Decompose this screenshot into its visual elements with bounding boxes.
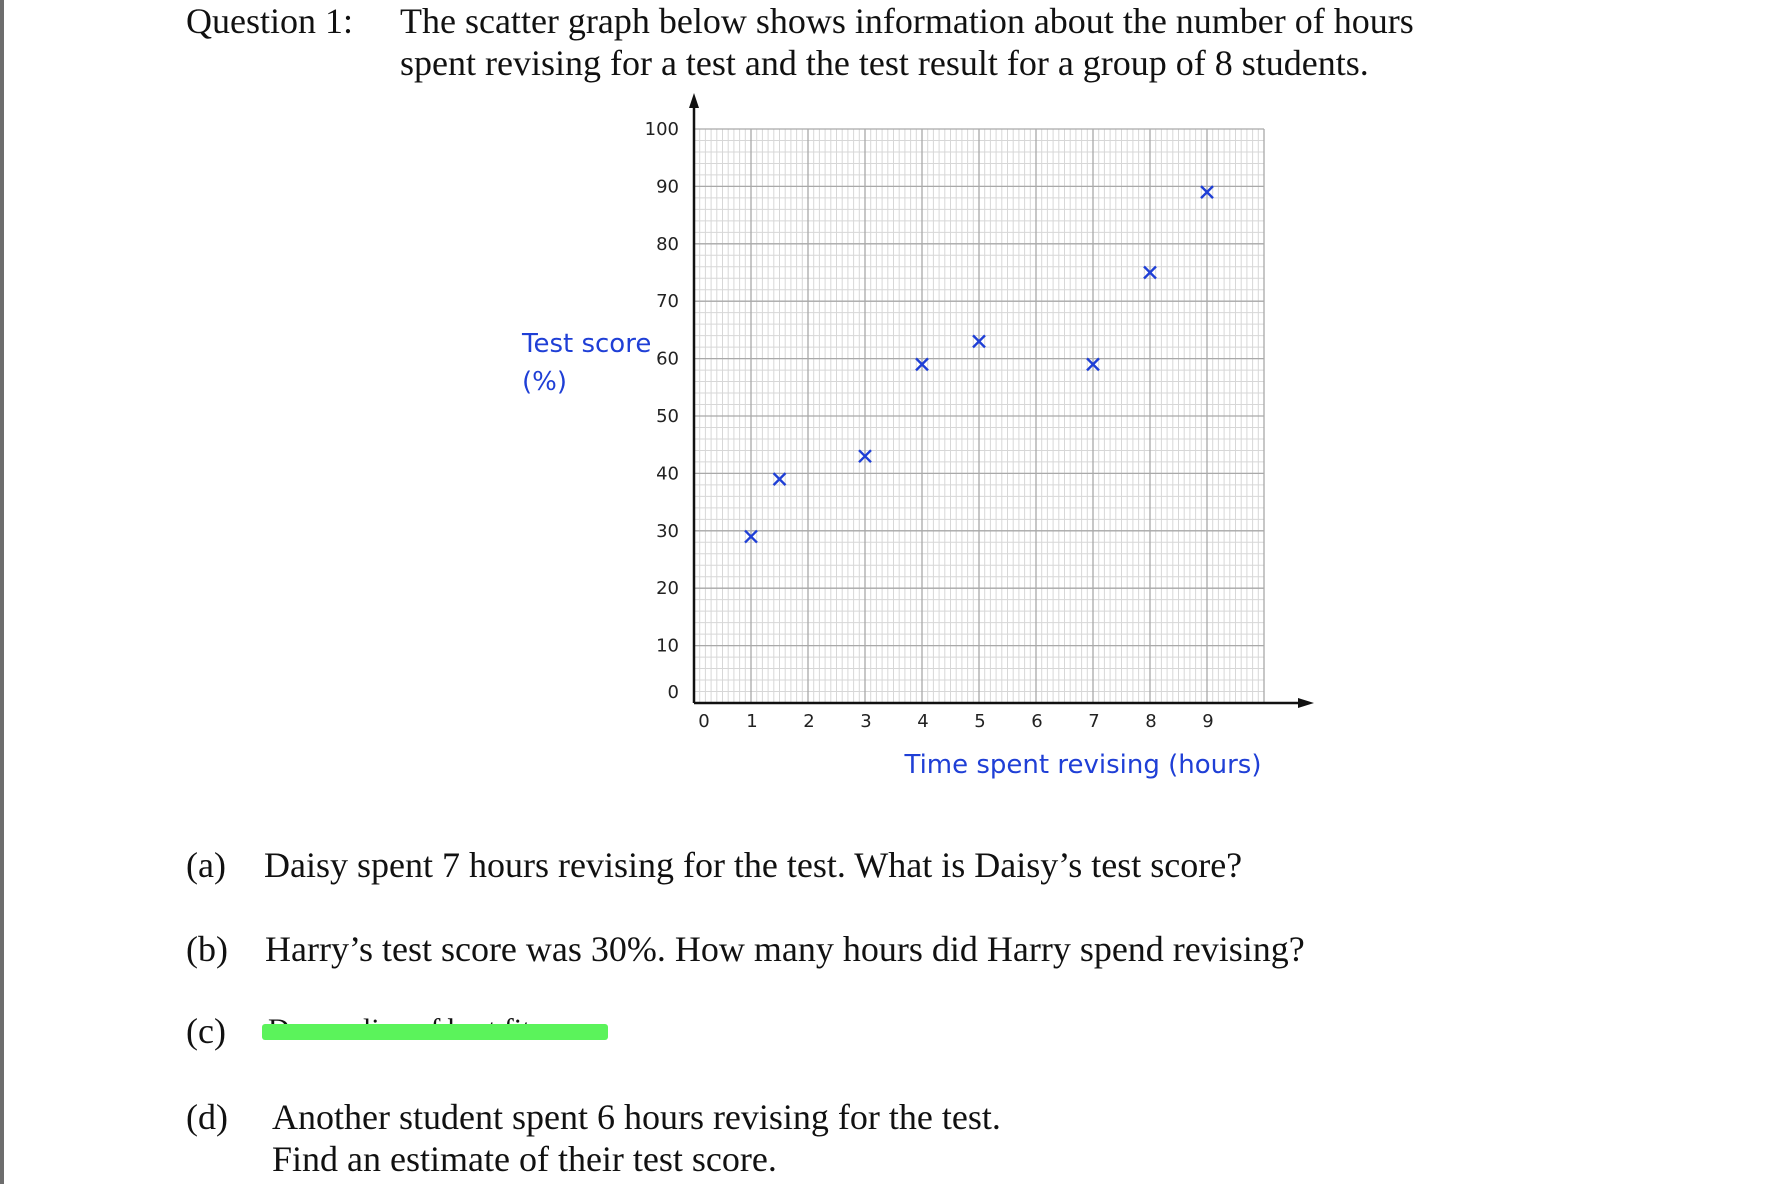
x-tick-label: 7 (1088, 711, 1100, 732)
part-b-text: Harry’s test score was 30%. How many hours did Harry spend revising? (265, 929, 1305, 969)
x-tick-label: 0 (698, 711, 710, 732)
part-d-text-line-2: Find an estimate of their test score. (272, 1139, 777, 1179)
x-tick-label: 3 (860, 711, 872, 732)
part-c-letter: (c) (186, 1011, 226, 1051)
part-b-letter: (b) (186, 929, 228, 969)
question-number: Question 1: (186, 1, 353, 41)
y-tick-label: 40 (656, 463, 679, 485)
y-tick-label: 50 (656, 406, 679, 427)
x-tick-label: 4 (917, 711, 929, 732)
part-d-letter: (d) (186, 1097, 228, 1137)
y-tick-label: 20 (656, 578, 679, 600)
part-a (186, 844, 1586, 886)
y-tick-label: 30 (656, 520, 679, 542)
question-text-line-1: The scatter graph below shows information about the number of hours (400, 1, 1414, 41)
x-axis-label: Time spent revising (hours) (904, 750, 1262, 780)
x-axis-arrow-icon (1298, 698, 1314, 708)
y-axis-label-line-2: (%) (522, 367, 567, 397)
part-d-text-line-1: Another student spent 6 hours revising for the test. (272, 1097, 1001, 1137)
x-tick-label: 9 (1202, 711, 1214, 732)
part-b (186, 928, 1586, 970)
highlighter-strike (262, 1024, 608, 1040)
y-tick-label: 80 (656, 233, 679, 255)
x-tick-label: 2 (803, 711, 815, 732)
y-axis-label-line-1: Test score (522, 329, 652, 359)
y-tick-labels (645, 119, 679, 703)
part-c (186, 1010, 266, 1052)
part-d (186, 1096, 1586, 1180)
y-tick-label: 0 (667, 682, 679, 703)
question-text-line-2: spent revising for a test and the test result for a group of 8 students. (400, 43, 1369, 83)
y-tick-label: 70 (656, 291, 679, 313)
y-tick-label: 10 (656, 635, 679, 657)
part-a-text: Daisy spent 7 hours revising for the test. What is Daisy’s test score? (264, 845, 1243, 885)
y-tick-label: 100 (644, 119, 679, 140)
y-axis-arrow-icon (689, 93, 699, 108)
part-a-letter: (a) (186, 845, 226, 885)
y-tick-label: 90 (656, 176, 679, 198)
x-tick-labels (698, 711, 1213, 732)
x-tick-label: 6 (1031, 711, 1043, 732)
x-tick-label: 5 (974, 711, 986, 732)
x-tick-label: 8 (1145, 711, 1157, 732)
y-tick-label: 60 (656, 348, 679, 370)
x-tick-label: 1 (746, 711, 758, 732)
